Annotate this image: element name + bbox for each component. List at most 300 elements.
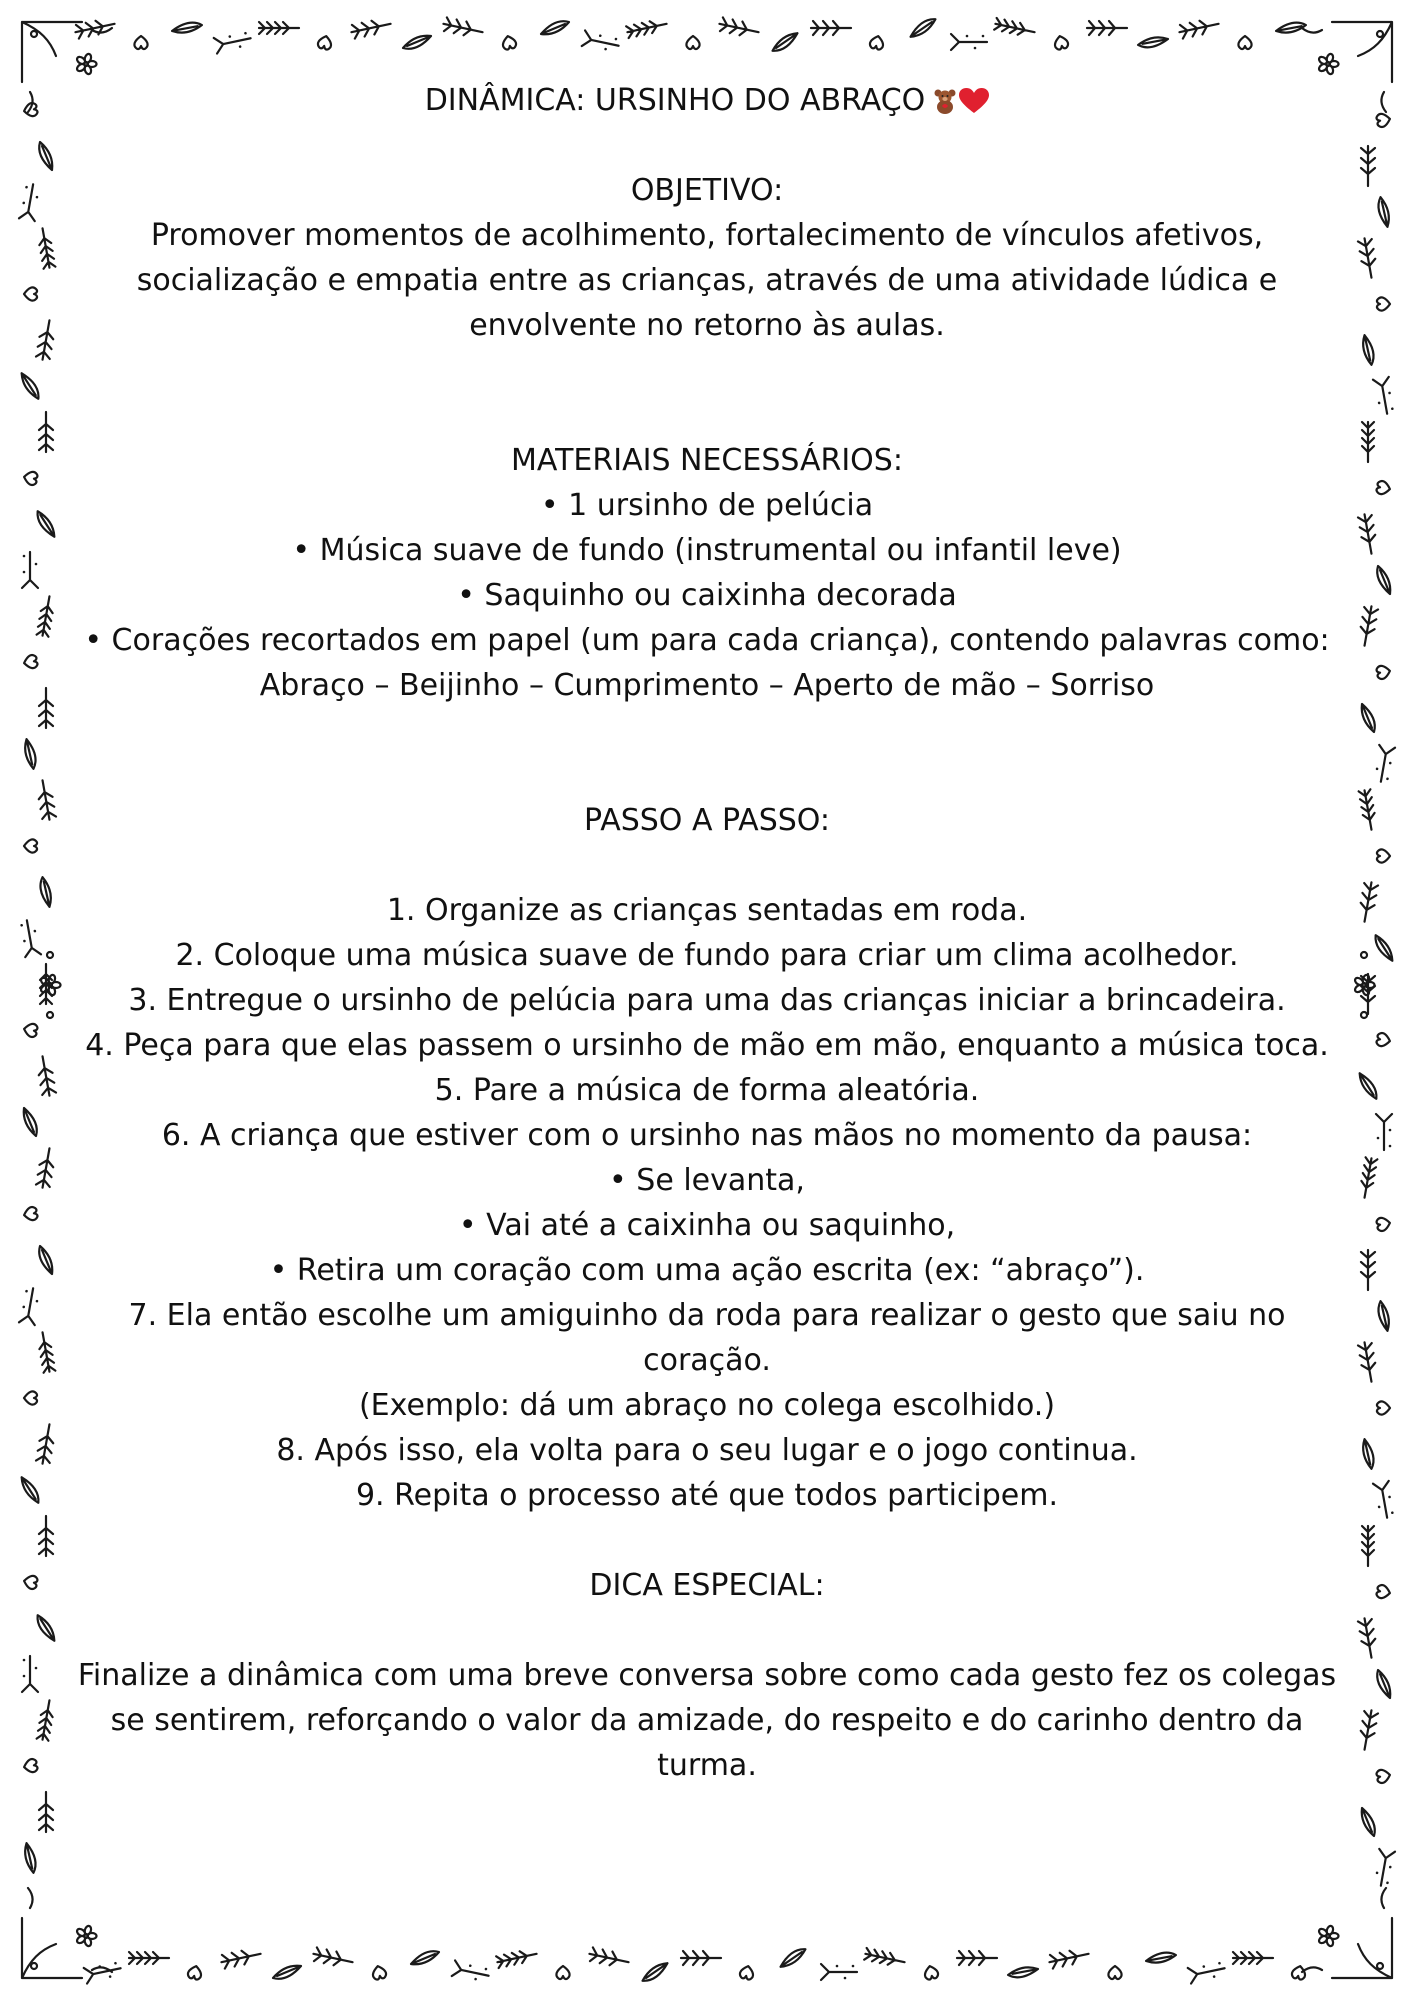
border-ornament xyxy=(1377,566,1390,594)
border-ornament xyxy=(21,1843,39,1873)
border-ornament xyxy=(350,17,392,39)
border-ornament xyxy=(74,17,116,39)
border-ornament xyxy=(1386,1881,1389,1884)
border-ornament xyxy=(1188,1960,1227,1983)
border-ornament xyxy=(37,509,55,539)
border-ornament xyxy=(1388,391,1391,394)
border-ornament xyxy=(23,571,26,574)
border-ornament xyxy=(23,1675,26,1678)
border-ornament xyxy=(1388,1495,1391,1498)
border-ornament xyxy=(172,18,202,37)
border-ornament xyxy=(23,1574,38,1589)
border-ornament xyxy=(588,1947,630,1969)
border-ornament xyxy=(1359,1157,1378,1198)
border-ornament xyxy=(21,371,39,401)
border-ornament xyxy=(1362,704,1375,732)
border-ornament xyxy=(24,1391,37,1404)
step-line: (Exemplo: dá um abraço no colega escolhido.) xyxy=(358,1388,1056,1423)
step-line: 7. Ela então escolhe um amiguinho da roda para realizar o gesto que saiu no xyxy=(128,1298,1286,1333)
border-ornament xyxy=(19,183,41,221)
border-ornament xyxy=(1362,1526,1374,1566)
border-ornament xyxy=(1375,197,1393,227)
border-ornament xyxy=(37,1331,56,1372)
border-ornament xyxy=(411,1951,439,1964)
border-ornament xyxy=(957,1951,997,1965)
border-ornament xyxy=(1377,1401,1390,1414)
border-ornament xyxy=(869,35,885,50)
border-ornament xyxy=(1359,789,1378,830)
border-ornament xyxy=(39,1516,53,1556)
border-ornament xyxy=(23,1659,26,1662)
border-ornament xyxy=(24,839,37,852)
tip-heading: DICA ESPECIAL: xyxy=(589,1568,825,1603)
border-ornament xyxy=(36,779,57,821)
border-ornament xyxy=(39,1516,53,1556)
border-ornament xyxy=(442,17,484,39)
step-line: 3. Entregue o ursinho de pelúcia para uma das crianças iniciar a brincadeira. xyxy=(128,983,1286,1018)
border-ornament xyxy=(24,1108,37,1136)
border-ornament xyxy=(22,552,38,588)
border-ornament xyxy=(1048,1947,1090,1969)
border-ornament xyxy=(1178,17,1220,39)
tip-section xyxy=(70,1563,1344,1788)
border-ornament xyxy=(966,35,969,38)
step-line: 2. Coloque uma música suave de fundo para criar um clima acolhedor. xyxy=(175,938,1239,973)
border-ornament xyxy=(114,1962,117,1965)
border-ornament xyxy=(1377,297,1390,310)
border-ornament xyxy=(1386,777,1389,780)
border-ornament xyxy=(39,142,52,170)
border-ornament xyxy=(35,563,38,566)
border-ornament xyxy=(23,1206,38,1221)
border-ornament xyxy=(1233,1952,1273,1964)
border-ornament xyxy=(312,1947,354,1969)
border-ornament xyxy=(23,470,38,485)
border-ornament xyxy=(452,1960,491,1983)
border-ornament xyxy=(24,1391,37,1404)
border-ornament xyxy=(1358,605,1379,647)
border-ornament xyxy=(36,779,57,821)
border-ornament xyxy=(1361,952,1367,958)
tip-line: Finalize a dinâmica com uma breve conversa sobre como cada gesto fez os colegas xyxy=(77,1658,1337,1693)
border-ornament xyxy=(582,30,621,53)
border-ornament xyxy=(84,1960,123,1983)
border-ornament xyxy=(1378,401,1381,404)
border-ornament xyxy=(1053,35,1069,50)
border-ornament xyxy=(37,877,55,907)
border-ornament xyxy=(1377,31,1383,37)
border-ornament xyxy=(312,1947,354,1969)
border-ornament xyxy=(686,36,699,49)
border-ornament xyxy=(23,654,38,669)
border-ornament xyxy=(1202,1965,1205,1968)
border-ornament xyxy=(1362,1526,1374,1566)
border-ornament xyxy=(1377,297,1390,310)
border-ornament xyxy=(1376,767,1379,770)
border-ornament xyxy=(403,36,431,49)
border-ornament xyxy=(1377,1670,1390,1698)
border-ornament xyxy=(37,877,55,907)
border-ornament xyxy=(778,1948,808,1967)
border-ornament xyxy=(811,21,851,35)
border-ornament xyxy=(19,1287,41,1325)
border-ornament xyxy=(23,555,26,558)
border-ornament xyxy=(1362,704,1375,732)
objective-line: envolvente no retorno às aulas. xyxy=(469,308,945,343)
border-ornament xyxy=(923,1965,939,1980)
border-ornament xyxy=(273,1966,301,1979)
step-line: 8. Após isso, ela volta para o seu lugar e o jogo continua. xyxy=(276,1433,1138,1468)
border-ornament xyxy=(1375,197,1393,227)
border-ornament xyxy=(1376,1114,1392,1150)
border-ornament xyxy=(864,1948,906,1968)
border-ornament xyxy=(36,1055,57,1097)
border-ornament xyxy=(681,1951,721,1965)
border-ornament xyxy=(36,1147,57,1189)
border-ornament xyxy=(1213,1975,1216,1978)
border-ornament xyxy=(1359,1157,1378,1198)
border-ornament xyxy=(994,18,1036,38)
border-ornament xyxy=(1376,1584,1391,1599)
border-ornament xyxy=(718,17,760,39)
border-ornament xyxy=(1373,1481,1395,1519)
border-ornament xyxy=(22,552,38,588)
border-ornament xyxy=(1373,377,1395,415)
border-ornament xyxy=(22,1656,38,1692)
border-ornament xyxy=(129,1952,169,1964)
border-ornament xyxy=(1178,17,1220,39)
border-ornament xyxy=(1377,1963,1383,1969)
border-ornament xyxy=(259,22,299,34)
border-ornament xyxy=(484,1968,487,1971)
border-ornament xyxy=(640,1963,670,1982)
border-ornament xyxy=(869,35,885,50)
border-ornament xyxy=(47,1012,53,1018)
border-ornament xyxy=(1358,881,1379,923)
border-ornament xyxy=(982,35,985,38)
border-ornament xyxy=(20,924,23,927)
border-ornament xyxy=(220,1947,262,1969)
step-line: • Se levanta, xyxy=(609,1163,805,1198)
border-ornament xyxy=(1376,112,1391,127)
step-line: 1. Organize as crianças sentadas em roda. xyxy=(386,893,1028,928)
border-ornament xyxy=(442,17,484,39)
border-ornament xyxy=(1354,974,1375,996)
step-line: • Vai até a caixinha ou saquinho, xyxy=(458,1208,956,1243)
border-ornament xyxy=(21,371,39,401)
border-ornament xyxy=(1376,1114,1392,1150)
border-ornament xyxy=(1362,422,1374,462)
border-ornament xyxy=(1233,1952,1273,1964)
border-ornament xyxy=(21,739,39,769)
objective-line: socialização e empatia entre as crianças, através de uma atividade lúdica e xyxy=(136,263,1278,298)
border-ornament xyxy=(24,287,37,300)
material-item: Abraço – Beijinho – Cumprimento – Aperto de mão – Sorriso xyxy=(259,668,1155,703)
border-ornament xyxy=(1377,1137,1380,1140)
border-ornament xyxy=(134,36,147,49)
border-ornament xyxy=(1375,1301,1393,1331)
border-ornament xyxy=(1376,1216,1391,1231)
border-ornament xyxy=(371,1965,387,1980)
border-ornament xyxy=(187,1965,203,1980)
border-ornament xyxy=(39,142,52,170)
border-ornament xyxy=(37,1699,56,1740)
border-ornament xyxy=(599,34,602,37)
border-ornament xyxy=(31,31,37,37)
border-ornament xyxy=(1238,36,1251,49)
border-ornament xyxy=(951,34,987,50)
border-ornament xyxy=(951,34,987,50)
border-ornament xyxy=(19,919,41,957)
border-ornament xyxy=(39,688,53,728)
border-ornament xyxy=(22,1305,25,1308)
border-ornament xyxy=(1087,21,1127,35)
border-ornament xyxy=(36,1423,57,1465)
border-ornament xyxy=(496,1948,538,1968)
border-ornament xyxy=(1362,1808,1375,1836)
border-ornament xyxy=(1359,1071,1377,1101)
border-ornament xyxy=(821,1964,857,1980)
border-ornament xyxy=(1362,422,1374,462)
border-ornament xyxy=(31,1963,37,1969)
border-ornament xyxy=(1375,933,1393,963)
border-ornament xyxy=(541,21,569,34)
border-ornament xyxy=(1358,1709,1379,1751)
step-line: 5. Pare a música de forma aleatória. xyxy=(434,1073,980,1108)
border-ornament xyxy=(452,1960,491,1983)
border-ornament xyxy=(1373,1849,1395,1887)
border-ornament xyxy=(1375,1301,1393,1331)
border-ornament xyxy=(1358,513,1379,555)
border-ornament xyxy=(350,17,392,39)
border-ornament xyxy=(35,1300,38,1303)
border-ornament xyxy=(1291,1965,1307,1980)
border-ornament xyxy=(37,595,56,636)
steps-section xyxy=(70,798,1344,1518)
border-ornament xyxy=(39,412,53,452)
border-ornament xyxy=(36,1055,57,1097)
teddy-bear-icon xyxy=(933,88,957,114)
border-ornament xyxy=(474,1978,477,1981)
border-ornament xyxy=(1358,1341,1379,1383)
border-ornament xyxy=(37,227,56,268)
border-ornament xyxy=(1376,1768,1391,1783)
border-ornament xyxy=(1358,881,1379,923)
materials-section xyxy=(70,438,1344,708)
border-ornament xyxy=(681,1951,721,1965)
tip-line: se sentirem, reforçando o valor da amizade, do respeito e do carinho dentro da xyxy=(110,1703,1304,1738)
border-ornament xyxy=(1376,1216,1391,1231)
border-ornament xyxy=(37,1331,56,1372)
border-ornament xyxy=(134,36,147,49)
border-ornament xyxy=(1391,1511,1394,1514)
border-ornament xyxy=(172,18,202,37)
border-ornament xyxy=(36,319,57,361)
border-ornament xyxy=(1389,1145,1392,1148)
border-ornament xyxy=(24,287,37,300)
border-ornament xyxy=(957,1951,997,1965)
border-ornament xyxy=(1373,1849,1395,1887)
border-ornament xyxy=(1361,1012,1367,1018)
border-ornament xyxy=(317,35,333,50)
border-ornament xyxy=(76,53,97,75)
border-ornament xyxy=(1389,762,1392,765)
border-ornament xyxy=(19,1287,41,1325)
border-ornament xyxy=(36,319,57,361)
border-ornament xyxy=(821,1964,857,1980)
objective-line: Promover momentos de acolhimento, fortalecimento de vínculos afetivos, xyxy=(150,218,1264,253)
material-item: • Saquinho ou caixinha decorada xyxy=(457,578,957,613)
border-ornament xyxy=(187,1965,203,1980)
border-ornament xyxy=(1376,1768,1391,1783)
border-ornament xyxy=(1377,1401,1390,1414)
border-ornament xyxy=(923,1965,939,1980)
step-line: 6. A criança que estiver com o ursinho nas mãos no momento da pausa: xyxy=(161,1118,1253,1153)
border-ornament xyxy=(1048,1947,1090,1969)
border-ornament xyxy=(1359,1439,1377,1469)
border-ornament xyxy=(1389,1129,1392,1132)
border-ornament xyxy=(39,1792,53,1832)
border-ornament xyxy=(1318,1925,1339,1947)
border-ornament xyxy=(1146,1948,1176,1967)
border-ornament xyxy=(1361,146,1375,186)
border-ornament xyxy=(864,1948,906,1968)
border-ornament xyxy=(35,196,38,199)
border-ornament xyxy=(718,17,760,39)
border-ornament xyxy=(35,1667,38,1670)
border-ornament xyxy=(1376,112,1391,127)
border-ornament xyxy=(1138,33,1168,52)
step-line: • Retira um coração com uma ação escrita (ex: “abraço”). xyxy=(269,1253,1145,1288)
border-ornament xyxy=(37,509,55,539)
border-ornament xyxy=(371,1965,387,1980)
material-item: • Corações recortados em papel (um para cada criança), contendo palavras como: xyxy=(84,623,1330,658)
material-item: • 1 ursinho de pelúcia xyxy=(540,488,874,523)
border-ornament xyxy=(626,18,668,38)
step-line: 9. Repita o processo até que todos participem. xyxy=(355,1478,1059,1513)
border-ornament xyxy=(556,1966,569,1979)
border-ornament xyxy=(1373,745,1395,783)
border-ornament xyxy=(1108,1966,1121,1979)
border-ornament xyxy=(1358,237,1379,279)
border-ornament xyxy=(1361,1250,1375,1290)
border-ornament xyxy=(1138,33,1168,52)
border-ornament xyxy=(23,940,26,943)
border-ornament xyxy=(1377,566,1390,594)
border-ornament xyxy=(614,38,617,41)
border-ornament xyxy=(908,18,938,37)
border-ornament xyxy=(37,1699,56,1740)
border-ornament xyxy=(1358,513,1379,555)
border-ornament xyxy=(37,1613,55,1643)
border-ornament xyxy=(501,35,517,50)
border-ornament xyxy=(1362,983,1366,987)
border-ornament xyxy=(220,1947,262,1969)
border-ornament xyxy=(908,18,938,37)
border-ornament xyxy=(852,1965,855,1968)
border-ornament xyxy=(23,654,38,669)
border-ornament xyxy=(994,18,1036,38)
border-ornament xyxy=(541,21,569,34)
border-ornament xyxy=(39,1246,52,1274)
tip-line: turma. xyxy=(657,1748,757,1783)
steps-heading: PASSO A PASSO: xyxy=(584,803,830,838)
border-ornament xyxy=(22,1656,38,1692)
border-ornament xyxy=(1391,407,1394,410)
border-ornament xyxy=(1377,849,1390,862)
border-ornament xyxy=(1326,62,1330,66)
border-ornament xyxy=(836,1965,839,1968)
border-ornament xyxy=(1378,1505,1381,1508)
border-ornament xyxy=(1376,664,1391,679)
border-ornament xyxy=(604,48,607,51)
border-ornament xyxy=(1376,1032,1391,1047)
objective-heading: OBJETIVO: xyxy=(630,173,784,208)
border-ornament xyxy=(1358,1709,1379,1751)
border-ornament xyxy=(24,1108,37,1136)
border-ornament xyxy=(39,412,53,452)
border-ornament xyxy=(37,1613,55,1643)
border-ornament xyxy=(556,1966,569,1979)
border-ornament xyxy=(1361,146,1375,186)
border-ornament xyxy=(1358,1617,1379,1659)
border-ornament xyxy=(25,186,28,189)
border-ornament xyxy=(76,1925,97,1947)
border-ornament xyxy=(1358,1341,1379,1383)
border-ornament xyxy=(1108,1966,1121,1979)
border-ornament xyxy=(1359,1439,1377,1469)
border-ornament xyxy=(317,35,333,50)
step-line: coração. xyxy=(643,1343,771,1378)
border-ornament xyxy=(469,1964,472,1967)
border-ornament xyxy=(33,930,36,933)
border-ornament xyxy=(23,1022,38,1037)
border-ornament xyxy=(1359,335,1377,365)
border-ornament xyxy=(23,470,38,485)
border-ornament xyxy=(1087,21,1127,35)
material-item: • Música suave de fundo (instrumental ou infantil leve) xyxy=(292,533,1122,568)
border-ornament xyxy=(84,62,88,66)
border-ornament xyxy=(1376,1032,1391,1047)
border-ornament xyxy=(403,36,431,49)
border-ornament xyxy=(1377,1670,1390,1698)
border-ornament xyxy=(1291,1965,1307,1980)
border-ornament xyxy=(844,1977,847,1980)
border-ornament xyxy=(23,1022,38,1037)
border-ornament xyxy=(23,1574,38,1589)
border-ornament xyxy=(109,1975,112,1978)
border-ornament xyxy=(239,45,242,48)
border-ornament xyxy=(1377,849,1390,862)
border-ornament xyxy=(21,1475,39,1505)
border-ornament xyxy=(25,1290,28,1293)
border-ornament xyxy=(1359,789,1378,830)
border-ornament xyxy=(1326,1934,1330,1938)
border-ornament xyxy=(1358,1617,1379,1659)
border-ornament xyxy=(1361,1250,1375,1290)
border-ornament xyxy=(23,1758,38,1773)
border-ornament xyxy=(1053,35,1069,50)
border-ornament xyxy=(1376,480,1391,495)
border-ornament xyxy=(36,1147,57,1189)
border-ornament xyxy=(244,32,247,35)
border-ornament xyxy=(1362,1808,1375,1836)
border-ornament xyxy=(1376,664,1391,679)
border-ornament xyxy=(1376,1584,1391,1599)
border-ornament xyxy=(1238,36,1251,49)
border-ornament xyxy=(214,30,253,53)
border-ornament xyxy=(501,35,517,50)
